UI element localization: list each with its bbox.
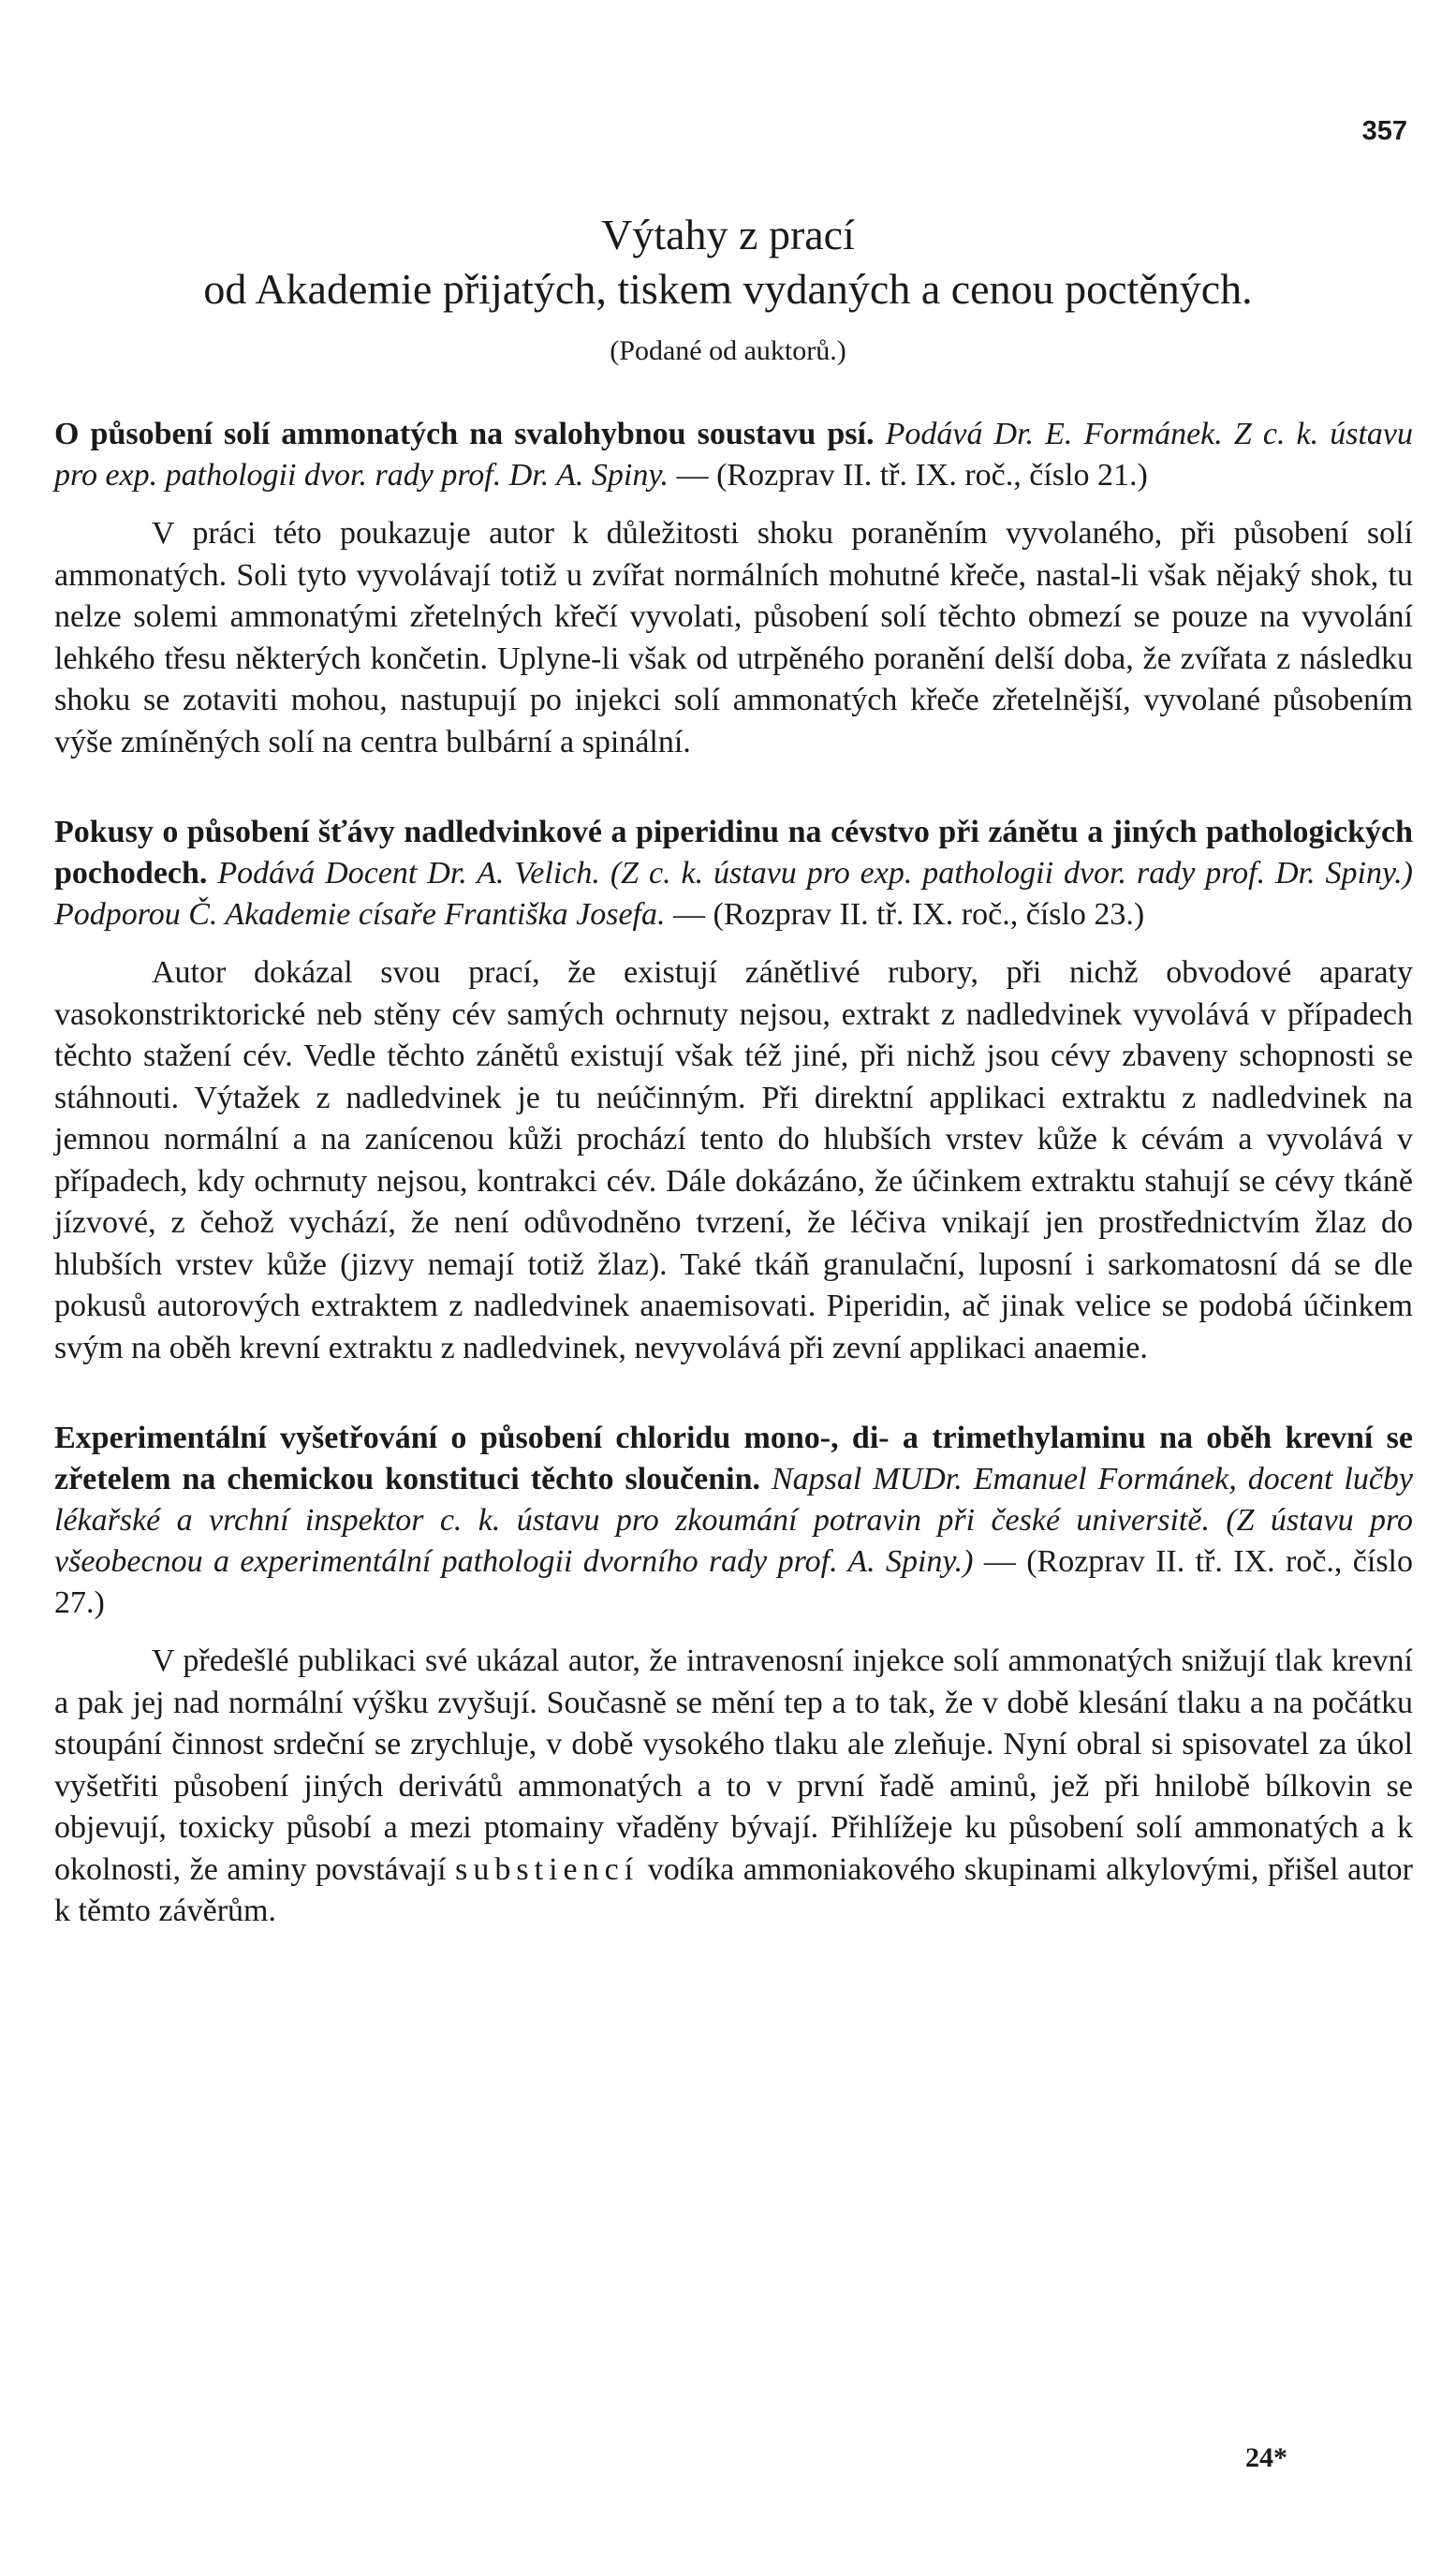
articles xyxy=(54,414,1413,1982)
article-title: Pokusy o působení šťávy nadledvinkové a piperidinu na cévstvo při zánětu a jiných pathologických pochodech. xyxy=(54,815,1413,891)
article-body xyxy=(54,1641,1413,1933)
subtitle: (Podané od auktorů.) xyxy=(610,335,846,366)
article-heading xyxy=(54,812,1413,936)
article-author: Podává Dr. E. Formánek. Z c. k. ústavu pro exp. pathologii dvor. rady prof. Dr. A. Spiny. xyxy=(54,417,1414,493)
article-heading xyxy=(54,414,1413,496)
article-1 xyxy=(54,414,1413,763)
article-body: Autor dokázal svou prací, že existují zánětlivé rubory, při nichž obvodové aparaty vasokonstriktorické neb stěny cév samých ochrnuty nejsou, extrakt z nadledvinek vyvolává v případech těchto stažení cév. Vedle těchto zánětů existují však též jiné, při nichž jsou cévy zbaveny schopnosti se stáhnouti. Výtažek z nadledvinek je tu neúčinným. Při direktní applikaci extraktu z nadledvinek na jemnou normální a na zanícenou kůži prochází tento do hlubších vrstev kůže k cévám a vyvolává v případech, kdy ochrnuty nejsou, kontrakci cév. Dále dokázáno, že účinkem extraktu stahují se cévy tkáně jízvové, z čehož vychází, že není odůvodněno tvrzení, že léčiva vnikají jen prostřednictvím žlaz do hlubších vrstev kůže (jizvy nemají totiž žlaz). Také tkáň granulační, luposní i sarkomatosní dá se dle pokusů autorových extraktem z nadledvinek anaemisovati. Piperidin, ač jinak velice se podobá účinkem svým na oběh krevní extraktu z nadledvinek, nevyvolává při zevní applikaci anaemie. xyxy=(54,955,1413,1365)
spaced-word: substiencí xyxy=(455,1851,640,1887)
page-number: 357 xyxy=(1361,116,1407,146)
article-author: Napsal MUDr. Emanuel Formánek, docent lučby lékařské a vrchní inspektor c. k. ústavu pro zkoumání potravin při české universitě. (Z ústavu pro všeobecnou a experimentální pathologii dvorního rady prof. A. Spiny.) xyxy=(54,1462,1413,1579)
article-title: O působení solí ammonatých na svalohybnou soustavu psí. xyxy=(54,417,875,451)
article-body-part-1: V předešlé publikaci své ukázal autor, že intravenosní injekce solí ammonatých snižují tlak krevní a pak jej nad normální výšku zvyšují. Současně se mění tep a to tak, že v době klesání tlaku a na počátku stoupání činnost srdeční se zrychluje, v době vysokého tlaku ale zleňuje. Nyní obral si spisovatel za úkol vyšetřiti působení jiných derivátů ammonatých a to v první řadě aminů, jež při hnilobě bílkovin se objevují, toxicky působí a mezi ptomainy vřaděny bývají. Přihlížeje ku působení solí ammonatých a k okolnosti, že aminy povstávají xyxy=(54,1643,1413,1887)
title-line-2: od Akademie přijatých, tiskem vydaných a cenou poctěných. xyxy=(203,265,1253,313)
document-header xyxy=(37,208,1419,367)
article-3 xyxy=(54,1418,1413,1933)
article-author: Podává Docent Dr. A. Velich. (Z c. k. ústavu pro exp. pathologii dvor. rady prof. Dr. Spiny.) Podporou Č. Akademie císaře Františka Josefa. xyxy=(54,856,1413,932)
signature-mark: 24* xyxy=(1245,2442,1287,2473)
article-title: Experimentální vyšetřování o působení chloridu mono-, di- a trimethylaminu na oběh krevní se zřetelem na chemickou konstituci těchto sloučenin. xyxy=(54,1421,1413,1496)
article-body-part-2: vodíka ammoniakového skupinami alkylovými, přišel autor k těmto závěrům. xyxy=(54,1851,1413,1928)
article-reference: — (Rozprav II. tř. IX. roč., číslo 23.) xyxy=(673,897,1145,932)
article-2 xyxy=(54,812,1413,1369)
article-heading xyxy=(54,1418,1413,1624)
article-body: V práci této poukazuje autor k důležitosti shoku poraněním vyvolaného, při působení solí ammonatých. Soli tyto vyvolávají totiž u zvířat normálních mohutné křeče, nastal-li však nějaký shok, tu nelze solemi ammonatými zřetelných křečí vyvolati, působení solí těchto obmezí se pouze na vyvolání lehkého třesu některých končetin. Uplyne-li však od utrpěného poranění delší doba, že zvířata z následku shoku se zotaviti mohou, nastupují po injekci solí ammonatých křeče zřetelnější, vyvolané působením výše zmíněných solí na centra bulbární a spinální. xyxy=(54,516,1413,759)
title-line-1: Výtahy z prací xyxy=(601,211,855,258)
article-reference: — (Rozprav II. tř. IX. roč., číslo 21.) xyxy=(676,458,1148,493)
article-reference: — (Rozprav II. tř. IX. roč., číslo 27.) xyxy=(54,1544,1413,1620)
